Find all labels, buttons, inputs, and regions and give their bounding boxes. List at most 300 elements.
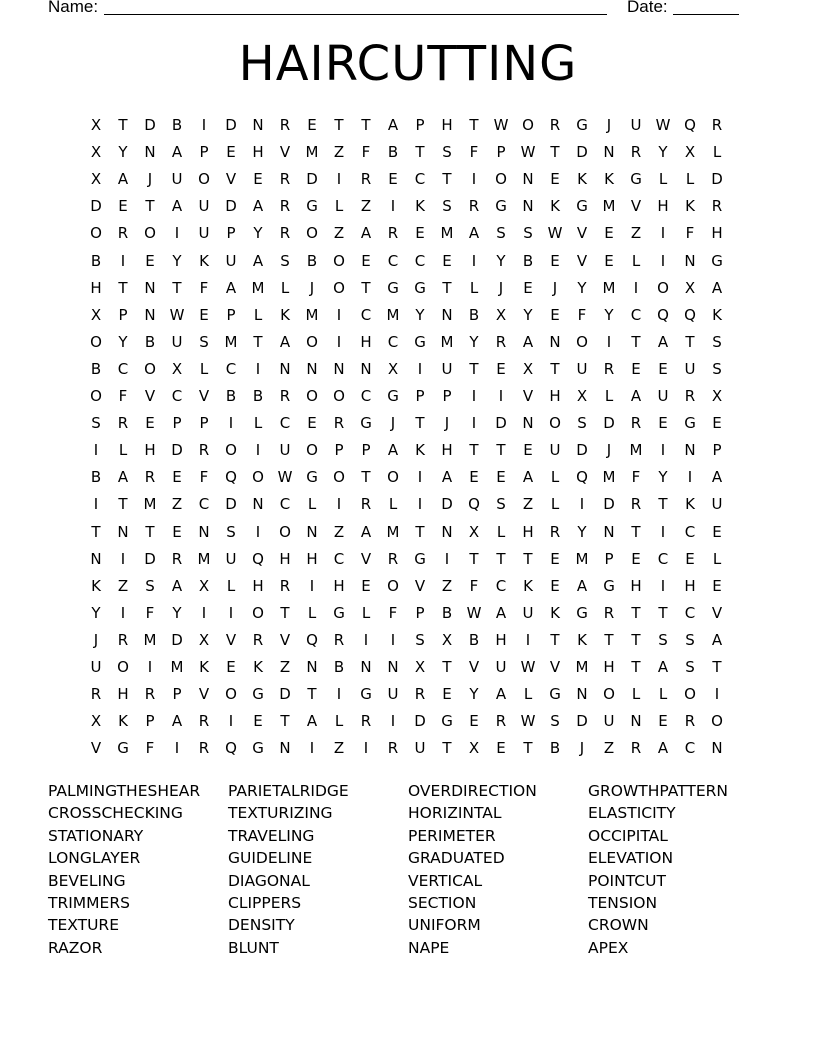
grid-letter[interactable]: J	[309, 278, 315, 297]
grid-letter[interactable]: T	[361, 116, 371, 134]
grid-letter[interactable]: M	[386, 522, 400, 541]
grid-letter[interactable]: H	[684, 576, 696, 595]
grid-letter[interactable]: T	[550, 143, 560, 162]
grid-letter[interactable]: I	[660, 224, 666, 243]
grid-letter[interactable]: D	[603, 414, 615, 433]
grid-letter[interactable]: R	[117, 224, 129, 243]
grid-letter[interactable]: E	[442, 251, 452, 270]
grid-letter[interactable]: G	[576, 197, 588, 216]
grid-letter[interactable]: G	[603, 576, 615, 595]
grid-letter[interactable]: U	[171, 332, 183, 351]
grid-letter[interactable]: P	[712, 441, 722, 460]
grid-letter[interactable]: A	[306, 712, 318, 731]
grid-letter[interactable]: R	[684, 712, 696, 731]
grid-letter[interactable]: N	[603, 143, 615, 162]
grid-letter[interactable]: P	[172, 414, 182, 433]
grid-letter[interactable]: B	[387, 143, 399, 162]
grid-letter[interactable]: D	[306, 170, 318, 189]
grid-letter[interactable]: K	[415, 197, 425, 216]
grid-letter[interactable]: E	[550, 549, 560, 568]
grid-letter[interactable]: M	[251, 278, 265, 297]
grid-letter[interactable]: U	[198, 197, 210, 216]
grid-letter[interactable]: V	[225, 630, 237, 649]
grid-letter[interactable]: X	[90, 143, 102, 162]
grid-letter[interactable]: A	[441, 468, 453, 487]
grid-letter[interactable]: Q	[225, 468, 237, 487]
grid-letter[interactable]: E	[172, 522, 182, 541]
grid-letter[interactable]: T	[334, 116, 344, 134]
grid-letter[interactable]: G	[684, 414, 696, 433]
grid-letter[interactable]: L	[631, 685, 641, 704]
grid-letter[interactable]: Q	[306, 630, 318, 649]
grid-letter[interactable]: U	[495, 658, 507, 676]
grid-letter[interactable]: L	[334, 197, 344, 216]
grid-letter[interactable]: S	[550, 712, 560, 731]
grid-letter[interactable]: V	[414, 576, 426, 595]
grid-letter[interactable]: O	[198, 170, 210, 189]
grid-letter[interactable]: H	[711, 224, 723, 243]
grid-letter[interactable]: K	[91, 576, 101, 595]
grid-letter[interactable]: K	[415, 441, 425, 460]
grid-letter[interactable]: J	[579, 739, 585, 758]
grid-letter[interactable]: Q	[252, 549, 264, 568]
grid-letter[interactable]: N	[549, 332, 561, 351]
grid-letter[interactable]: C	[495, 576, 507, 595]
grid-letter[interactable]: I	[255, 441, 261, 460]
grid-letter[interactable]: R	[279, 576, 291, 595]
grid-letter[interactable]: G	[306, 197, 318, 216]
grid-letter[interactable]: M	[305, 143, 319, 162]
grid-letter[interactable]: J	[390, 414, 396, 433]
grid-letter[interactable]: C	[630, 305, 642, 324]
grid-letter[interactable]: E	[712, 414, 722, 433]
grid-letter[interactable]: B	[90, 468, 102, 487]
grid-letter[interactable]: M	[305, 305, 319, 324]
grid-letter[interactable]: B	[306, 251, 318, 270]
grid-letter[interactable]: O	[306, 224, 318, 243]
grid-letter[interactable]: R	[360, 495, 372, 514]
grid-letter[interactable]: K	[118, 712, 128, 731]
grid-letter[interactable]: H	[630, 576, 642, 595]
grid-letter[interactable]: Y	[469, 685, 479, 704]
grid-letter[interactable]: T	[631, 630, 641, 649]
grid-letter[interactable]: J	[147, 170, 153, 189]
grid-letter[interactable]: A	[657, 332, 669, 351]
grid-letter[interactable]: R	[414, 685, 426, 704]
grid-letter[interactable]: Z	[333, 739, 345, 758]
grid-letter[interactable]: I	[363, 630, 369, 649]
grid-letter[interactable]: M	[575, 658, 589, 676]
grid-letter[interactable]: K	[685, 197, 695, 216]
grid-letter[interactable]: P	[415, 387, 425, 405]
grid-letter[interactable]: Z	[630, 224, 642, 243]
grid-letter[interactable]: A	[171, 197, 183, 216]
grid-letter[interactable]: Q	[225, 739, 237, 758]
grid-letter[interactable]: T	[523, 739, 533, 758]
grid-letter[interactable]: K	[577, 170, 587, 189]
grid-letter[interactable]: C	[360, 387, 372, 405]
grid-letter[interactable]: P	[604, 549, 614, 568]
grid-letter[interactable]: X	[90, 116, 102, 134]
grid-letter[interactable]: G	[549, 685, 561, 704]
grid-letter[interactable]: M	[386, 305, 400, 324]
grid-letter[interactable]: F	[388, 603, 398, 622]
grid-letter[interactable]: M	[143, 495, 157, 514]
grid-letter[interactable]: R	[198, 441, 210, 460]
grid-letter[interactable]: R	[279, 170, 291, 189]
grid-letter[interactable]: N	[684, 251, 696, 270]
grid-letter[interactable]: I	[390, 630, 396, 649]
grid-letter[interactable]: Y	[253, 224, 263, 243]
grid-letter[interactable]: M	[575, 549, 589, 568]
grid-letter[interactable]: A	[657, 658, 669, 676]
grid-letter[interactable]: X	[468, 522, 480, 541]
grid-letter[interactable]: A	[171, 143, 183, 162]
grid-letter[interactable]: R	[144, 468, 156, 487]
grid-letter[interactable]: N	[522, 414, 534, 433]
grid-letter[interactable]: T	[469, 116, 479, 134]
grid-letter[interactable]: L	[550, 495, 560, 514]
grid-letter[interactable]: R	[603, 359, 615, 378]
grid-letter[interactable]: E	[550, 305, 560, 324]
grid-letter[interactable]: E	[469, 712, 479, 731]
grid-letter[interactable]: R	[90, 685, 102, 704]
grid-letter[interactable]: Z	[522, 495, 534, 514]
grid-letter[interactable]: L	[118, 441, 128, 460]
grid-letter[interactable]: G	[495, 197, 507, 216]
grid-letter[interactable]: S	[712, 332, 722, 351]
grid-letter[interactable]: O	[549, 414, 561, 433]
grid-letter[interactable]: P	[226, 224, 236, 243]
grid-letter[interactable]: T	[361, 278, 371, 297]
grid-letter[interactable]: I	[120, 549, 126, 568]
grid-letter[interactable]: O	[333, 278, 345, 297]
grid-letter[interactable]: O	[90, 224, 102, 243]
grid-letter[interactable]: A	[468, 224, 480, 243]
grid-letter[interactable]: R	[630, 739, 642, 758]
grid-letter[interactable]: N	[252, 116, 264, 134]
grid-letter[interactable]: V	[198, 387, 210, 405]
grid-letter[interactable]: R	[171, 549, 183, 568]
grid-letter[interactable]: I	[255, 522, 261, 541]
grid-letter[interactable]: H	[252, 143, 264, 162]
grid-letter[interactable]: R	[198, 739, 210, 758]
grid-letter[interactable]: D	[603, 495, 615, 514]
grid-letter[interactable]: R	[387, 739, 399, 758]
grid-letter[interactable]: T	[172, 278, 182, 297]
grid-letter[interactable]: A	[225, 278, 237, 297]
grid-letter[interactable]: Q	[657, 305, 669, 324]
grid-letter[interactable]: F	[685, 224, 695, 243]
grid-letter[interactable]: Z	[333, 224, 345, 243]
grid-letter[interactable]: V	[711, 603, 723, 622]
grid-letter[interactable]: N	[333, 359, 345, 378]
grid-letter[interactable]: K	[253, 658, 263, 676]
grid-letter[interactable]: V	[522, 387, 534, 405]
grid-letter[interactable]: C	[387, 251, 399, 270]
grid-letter[interactable]: D	[279, 685, 291, 704]
grid-letter[interactable]: X	[90, 305, 102, 324]
grid-letter[interactable]: N	[441, 305, 453, 324]
grid-letter[interactable]: A	[171, 712, 183, 731]
grid-letter[interactable]: A	[360, 522, 372, 541]
grid-letter[interactable]: C	[171, 387, 183, 405]
grid-letter[interactable]: E	[550, 251, 560, 270]
grid-letter[interactable]: R	[387, 224, 399, 243]
grid-letter[interactable]: E	[388, 170, 398, 189]
grid-letter[interactable]: I	[336, 305, 342, 324]
grid-letter[interactable]: A	[576, 576, 588, 595]
grid-letter[interactable]: A	[387, 441, 399, 460]
grid-letter[interactable]: O	[90, 332, 102, 351]
grid-letter[interactable]: A	[711, 468, 723, 487]
grid-letter[interactable]: N	[387, 658, 399, 676]
grid-letter[interactable]: O	[225, 441, 237, 460]
grid-letter[interactable]: V	[468, 658, 480, 676]
grid-letter[interactable]: I	[660, 251, 666, 270]
grid-letter[interactable]: R	[333, 630, 345, 649]
grid-letter[interactable]: M	[440, 224, 454, 243]
grid-letter[interactable]: N	[144, 278, 156, 297]
grid-letter[interactable]: I	[93, 441, 99, 460]
grid-letter[interactable]: H	[333, 576, 345, 595]
grid-letter[interactable]: Q	[468, 495, 480, 514]
grid-letter[interactable]: R	[630, 143, 642, 162]
grid-letter[interactable]: V	[90, 739, 102, 758]
grid-letter[interactable]: A	[279, 332, 291, 351]
grid-letter[interactable]: E	[604, 224, 614, 243]
grid-letter[interactable]: H	[522, 522, 534, 541]
grid-letter[interactable]: G	[252, 685, 264, 704]
grid-letter[interactable]: S	[415, 630, 425, 649]
grid-letter[interactable]: R	[387, 549, 399, 568]
grid-letter[interactable]: E	[550, 576, 560, 595]
grid-letter[interactable]: R	[711, 116, 723, 134]
grid-letter[interactable]: O	[333, 468, 345, 487]
grid-letter[interactable]: L	[253, 305, 263, 324]
grid-letter[interactable]: C	[279, 495, 291, 514]
grid-letter[interactable]: J	[93, 630, 99, 649]
grid-letter[interactable]: D	[576, 712, 588, 731]
grid-letter[interactable]: E	[307, 414, 317, 433]
grid-letter[interactable]: P	[118, 305, 128, 324]
grid-letter[interactable]: I	[201, 603, 207, 622]
grid-letter[interactable]: Y	[172, 603, 182, 622]
grid-letter[interactable]: O	[495, 170, 507, 189]
grid-letter[interactable]: N	[630, 712, 642, 731]
grid-letter[interactable]: N	[603, 522, 615, 541]
grid-letter[interactable]: T	[91, 522, 101, 541]
grid-letter[interactable]: M	[602, 197, 616, 216]
grid-letter[interactable]: E	[658, 359, 668, 378]
grid-letter[interactable]: P	[496, 143, 506, 162]
grid-letter[interactable]: B	[333, 658, 345, 676]
grid-letter[interactable]: N	[711, 739, 723, 758]
grid-letter[interactable]: U	[603, 712, 615, 731]
grid-letter[interactable]: N	[306, 522, 318, 541]
grid-letter[interactable]: W	[277, 468, 293, 487]
grid-letter[interactable]: C	[279, 414, 291, 433]
grid-letter[interactable]: Q	[684, 116, 696, 134]
grid-letter[interactable]: C	[684, 739, 696, 758]
grid-letter[interactable]: U	[522, 603, 534, 622]
grid-letter[interactable]: R	[495, 332, 507, 351]
grid-letter[interactable]: D	[171, 630, 183, 649]
grid-letter[interactable]: F	[118, 387, 128, 405]
grid-letter[interactable]: I	[525, 630, 531, 649]
grid-letter[interactable]: X	[171, 359, 183, 378]
grid-letter[interactable]: D	[225, 116, 237, 134]
grid-letter[interactable]: L	[658, 685, 668, 704]
grid-letter[interactable]: L	[685, 170, 695, 189]
grid-letter[interactable]: W	[655, 116, 671, 134]
grid-letter[interactable]: B	[522, 251, 534, 270]
grid-letter[interactable]: T	[685, 332, 695, 351]
grid-letter[interactable]: I	[147, 658, 153, 676]
grid-letter[interactable]: P	[172, 685, 182, 704]
grid-letter[interactable]: I	[660, 576, 666, 595]
grid-letter[interactable]: U	[549, 441, 561, 460]
grid-letter[interactable]: I	[579, 495, 585, 514]
grid-letter[interactable]: R	[333, 414, 345, 433]
grid-letter[interactable]: O	[306, 387, 318, 405]
grid-letter[interactable]: O	[144, 359, 156, 378]
grid-letter[interactable]: T	[415, 522, 425, 541]
grid-letter[interactable]: E	[442, 685, 452, 704]
grid-letter[interactable]: U	[576, 359, 588, 378]
grid-letter[interactable]: E	[631, 359, 641, 378]
grid-letter[interactable]: S	[442, 197, 452, 216]
grid-letter[interactable]: T	[712, 658, 722, 676]
grid-letter[interactable]: B	[90, 251, 102, 270]
grid-letter[interactable]: C	[657, 549, 669, 568]
grid-letter[interactable]: D	[576, 441, 588, 460]
grid-letter[interactable]: O	[333, 251, 345, 270]
grid-letter[interactable]: S	[280, 251, 290, 270]
grid-letter[interactable]: X	[387, 359, 399, 378]
grid-letter[interactable]: B	[144, 332, 156, 351]
grid-letter[interactable]: X	[495, 305, 507, 324]
grid-letter[interactable]: F	[631, 468, 641, 487]
grid-letter[interactable]: O	[144, 224, 156, 243]
grid-letter[interactable]: P	[145, 712, 155, 731]
grid-letter[interactable]: H	[360, 332, 372, 351]
grid-letter[interactable]: T	[631, 332, 641, 351]
grid-letter[interactable]: I	[228, 603, 234, 622]
grid-letter[interactable]: W	[493, 116, 509, 134]
grid-letter[interactable]: Y	[118, 332, 128, 351]
grid-letter[interactable]: D	[495, 414, 507, 433]
grid-letter[interactable]: S	[685, 658, 695, 676]
grid-letter[interactable]: T	[658, 603, 668, 622]
grid-letter[interactable]: X	[711, 387, 723, 405]
grid-letter[interactable]: E	[658, 414, 668, 433]
grid-letter[interactable]: I	[660, 441, 666, 460]
grid-letter[interactable]: R	[144, 685, 156, 704]
grid-letter[interactable]: A	[522, 332, 534, 351]
grid-letter[interactable]: A	[711, 630, 723, 649]
grid-letter[interactable]: X	[684, 143, 696, 162]
grid-letter[interactable]: G	[360, 414, 372, 433]
grid-letter[interactable]: U	[684, 359, 696, 378]
grid-letter[interactable]: C	[225, 359, 237, 378]
grid-letter[interactable]: T	[253, 332, 263, 351]
grid-letter[interactable]: O	[657, 278, 669, 297]
grid-letter[interactable]: N	[576, 685, 588, 704]
grid-letter[interactable]: I	[471, 387, 477, 405]
grid-letter[interactable]: S	[523, 224, 533, 243]
grid-letter[interactable]: P	[442, 387, 452, 405]
grid-letter[interactable]: U	[657, 387, 669, 405]
grid-letter[interactable]: J	[606, 116, 612, 134]
grid-letter[interactable]: V	[576, 251, 588, 270]
grid-letter[interactable]: E	[523, 441, 533, 460]
grid-letter[interactable]: D	[225, 495, 237, 514]
grid-letter[interactable]: X	[198, 576, 210, 595]
grid-letter[interactable]: T	[469, 549, 479, 568]
grid-letter[interactable]: H	[495, 630, 507, 649]
grid-letter[interactable]: P	[415, 116, 425, 134]
grid-letter[interactable]: E	[712, 522, 722, 541]
grid-letter[interactable]: I	[228, 712, 234, 731]
grid-letter[interactable]: S	[91, 414, 101, 433]
grid-letter[interactable]: A	[117, 170, 129, 189]
grid-letter[interactable]: E	[496, 359, 506, 378]
grid-letter[interactable]: T	[280, 712, 290, 731]
grid-letter[interactable]: L	[712, 549, 722, 568]
grid-letter[interactable]: I	[687, 468, 693, 487]
grid-letter[interactable]: B	[252, 387, 264, 405]
grid-letter[interactable]: A	[387, 116, 399, 134]
grid-letter[interactable]: N	[360, 359, 372, 378]
grid-letter[interactable]: E	[469, 468, 479, 487]
grid-letter[interactable]: R	[495, 712, 507, 731]
grid-letter[interactable]: F	[469, 143, 479, 162]
grid-letter[interactable]: M	[224, 332, 238, 351]
grid-letter[interactable]: K	[577, 630, 587, 649]
grid-letter[interactable]: Z	[333, 522, 345, 541]
grid-letter[interactable]: E	[226, 143, 236, 162]
grid-letter[interactable]: T	[631, 658, 641, 676]
grid-letter[interactable]: R	[117, 630, 129, 649]
grid-letter[interactable]: I	[417, 359, 423, 378]
grid-letter[interactable]: B	[549, 739, 561, 758]
grid-letter[interactable]: E	[415, 224, 425, 243]
grid-letter[interactable]: G	[360, 685, 372, 704]
grid-letter[interactable]: I	[444, 549, 450, 568]
grid-letter[interactable]: A	[252, 251, 264, 270]
grid-letter[interactable]: S	[496, 224, 506, 243]
grid-letter[interactable]: O	[522, 116, 534, 134]
grid-letter[interactable]: A	[117, 468, 129, 487]
grid-letter[interactable]: I	[93, 495, 99, 514]
grid-letter[interactable]: N	[144, 143, 156, 162]
grid-letter[interactable]: L	[550, 468, 560, 487]
grid-letter[interactable]: T	[550, 359, 560, 378]
grid-letter[interactable]: L	[523, 685, 533, 704]
grid-letter[interactable]: U	[225, 549, 237, 568]
grid-letter[interactable]: W	[169, 305, 185, 324]
grid-letter[interactable]: C	[360, 305, 372, 324]
grid-letter[interactable]: L	[253, 414, 263, 433]
grid-letter[interactable]: U	[225, 251, 237, 270]
grid-letter[interactable]: E	[685, 549, 695, 568]
grid-letter[interactable]: L	[496, 522, 506, 541]
grid-letter[interactable]: H	[117, 685, 129, 704]
grid-letter[interactable]: I	[471, 414, 477, 433]
grid-letter[interactable]: W	[520, 143, 536, 162]
grid-letter[interactable]: U	[279, 441, 291, 460]
